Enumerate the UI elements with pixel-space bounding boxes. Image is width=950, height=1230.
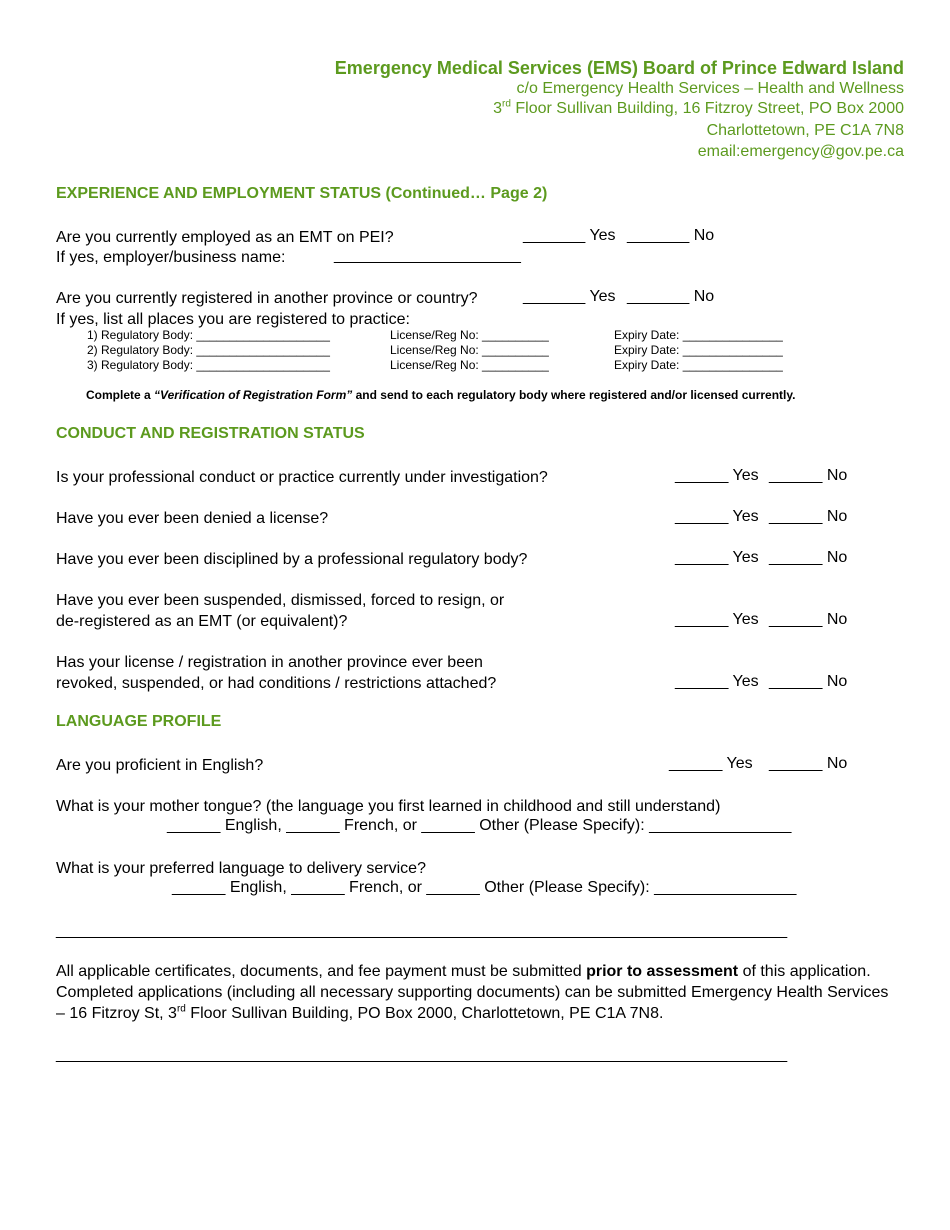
conduct-question-1: Is your professional conduct or practice currently under investigation? bbox=[56, 469, 548, 486]
divider-bottom: _____________________________________________________________________________________ bbox=[56, 1046, 787, 1063]
conduct-4-no-field[interactable]: ______ No bbox=[769, 611, 848, 628]
registered-no-field[interactable]: _______ No bbox=[627, 288, 715, 305]
address-line-2 bbox=[493, 100, 904, 118]
english-question: Are you proficient in English? bbox=[56, 757, 264, 774]
submission-text-end: Floor Sullivan Building, PO Box 2000, Charlottetown, PE C1A 7N8. bbox=[185, 1005, 664, 1022]
registered-yes-field[interactable]: _______ Yes bbox=[523, 288, 616, 305]
mother-tongue-question: What is your mother tongue? (the language you first learned in childhood and still understand) bbox=[56, 798, 721, 815]
regulatory-body-2-field[interactable]: 2) Regulatory Body: ____________________ bbox=[87, 343, 330, 357]
submission-text-start: All applicable certificates, documents, and fee payment must be submitted bbox=[56, 963, 587, 980]
submission-emphasis: prior to assessment bbox=[586, 963, 739, 980]
organization-title: Emergency Medical Services (EMS) Board of Prince Edward Island bbox=[334, 58, 904, 78]
preferred-language-options[interactable]: ______ English, ______ French, or ______ Other (Please Specify): ________________ bbox=[172, 879, 797, 896]
conduct-question-4-line-2: de-registered as an EMT (or equivalent)? bbox=[56, 613, 348, 630]
verification-note-end: and send to each regulatory body where registered and/or licensed currently. bbox=[352, 388, 796, 402]
regulatory-body-3-field[interactable]: 3) Regulatory Body: ____________________ bbox=[87, 358, 330, 372]
conduct-2-no-field[interactable]: ______ No bbox=[769, 508, 848, 525]
employed-no-field[interactable]: _______ No bbox=[627, 227, 715, 244]
language-heading: LANGUAGE PROFILE bbox=[56, 713, 222, 730]
submission-floor-suffix: rd bbox=[176, 1003, 186, 1015]
verification-note bbox=[86, 388, 796, 402]
employer-name-field[interactable]: _____________________ bbox=[334, 247, 521, 264]
conduct-question-4-line-1: Have you ever been suspended, dismissed, forced to resign, or bbox=[56, 592, 505, 609]
address-city: Charlottetown, PE C1A 7N8 bbox=[706, 122, 904, 139]
contact-email: email:emergency@gov.pe.ca bbox=[697, 143, 904, 160]
conduct-3-no-field[interactable]: ______ No bbox=[769, 549, 848, 566]
conduct-3-yes-field[interactable]: ______ Yes bbox=[675, 549, 759, 566]
expiry-date-2-field[interactable]: Expiry Date: _______________ bbox=[614, 343, 783, 357]
address-floor-number: 3 bbox=[493, 100, 503, 117]
registered-list-label: If yes, list all places you are registered to practice: bbox=[56, 311, 410, 328]
conduct-heading: CONDUCT AND REGISTRATION STATUS bbox=[56, 425, 365, 442]
registered-question: Are you currently registered in another province or country? bbox=[56, 290, 478, 307]
divider-top: _____________________________________________________________________________________ bbox=[56, 922, 787, 939]
verification-form-name: “Verification of Registration Form” bbox=[154, 388, 353, 402]
address-floor-suffix: rd bbox=[502, 98, 511, 110]
conduct-2-yes-field[interactable]: ______ Yes bbox=[675, 508, 759, 525]
employed-question: Are you currently employed as an EMT on PEI? bbox=[56, 229, 394, 246]
submission-paragraph bbox=[56, 961, 896, 1024]
expiry-date-3-field[interactable]: Expiry Date: _______________ bbox=[614, 358, 783, 372]
conduct-question-3: Have you ever been disciplined by a professional regulatory body? bbox=[56, 551, 528, 568]
conduct-4-yes-field[interactable]: ______ Yes bbox=[675, 611, 759, 628]
english-no-field[interactable]: ______ No bbox=[769, 755, 848, 772]
employer-label: If yes, employer/business name: bbox=[56, 249, 286, 266]
verification-note-start: Complete a bbox=[86, 388, 155, 402]
submission-text-middle: of this application. Completed applications (including all necessary supporting documents) can be submitted Emergency Health Services – 16 Fitzroy St, 3 bbox=[56, 963, 889, 1022]
preferred-language-question: What is your preferred language to delivery service? bbox=[56, 860, 426, 877]
address-line-1: c/o Emergency Health Services – Health and Wellness bbox=[516, 80, 904, 97]
expiry-date-1-field[interactable]: Expiry Date: _______________ bbox=[614, 328, 783, 342]
license-number-3-field[interactable]: License/Reg No: __________ bbox=[390, 358, 549, 372]
conduct-question-5-line-2: revoked, suspended, or had conditions / restrictions attached? bbox=[56, 675, 497, 692]
conduct-question-5-line-1: Has your license / registration in another province ever been bbox=[56, 654, 483, 671]
conduct-5-yes-field[interactable]: ______ Yes bbox=[675, 673, 759, 690]
conduct-1-no-field[interactable]: ______ No bbox=[769, 467, 848, 484]
license-number-2-field[interactable]: License/Reg No: __________ bbox=[390, 343, 549, 357]
conduct-question-2: Have you ever been denied a license? bbox=[56, 510, 329, 527]
conduct-1-yes-field[interactable]: ______ Yes bbox=[675, 467, 759, 484]
license-number-1-field[interactable]: License/Reg No: __________ bbox=[390, 328, 549, 342]
regulatory-body-1-field[interactable]: 1) Regulatory Body: ____________________ bbox=[87, 328, 330, 342]
conduct-5-no-field[interactable]: ______ No bbox=[769, 673, 848, 690]
english-yes-field[interactable]: ______ Yes bbox=[669, 755, 753, 772]
mother-tongue-options[interactable]: ______ English, ______ French, or ______ Other (Please Specify): ________________ bbox=[167, 817, 792, 834]
employed-yes-field[interactable]: _______ Yes bbox=[523, 227, 616, 244]
experience-heading: EXPERIENCE AND EMPLOYMENT STATUS (Continued… Page 2) bbox=[56, 185, 548, 202]
address-street: Floor Sullivan Building, 16 Fitzroy Street, PO Box 2000 bbox=[510, 100, 904, 117]
